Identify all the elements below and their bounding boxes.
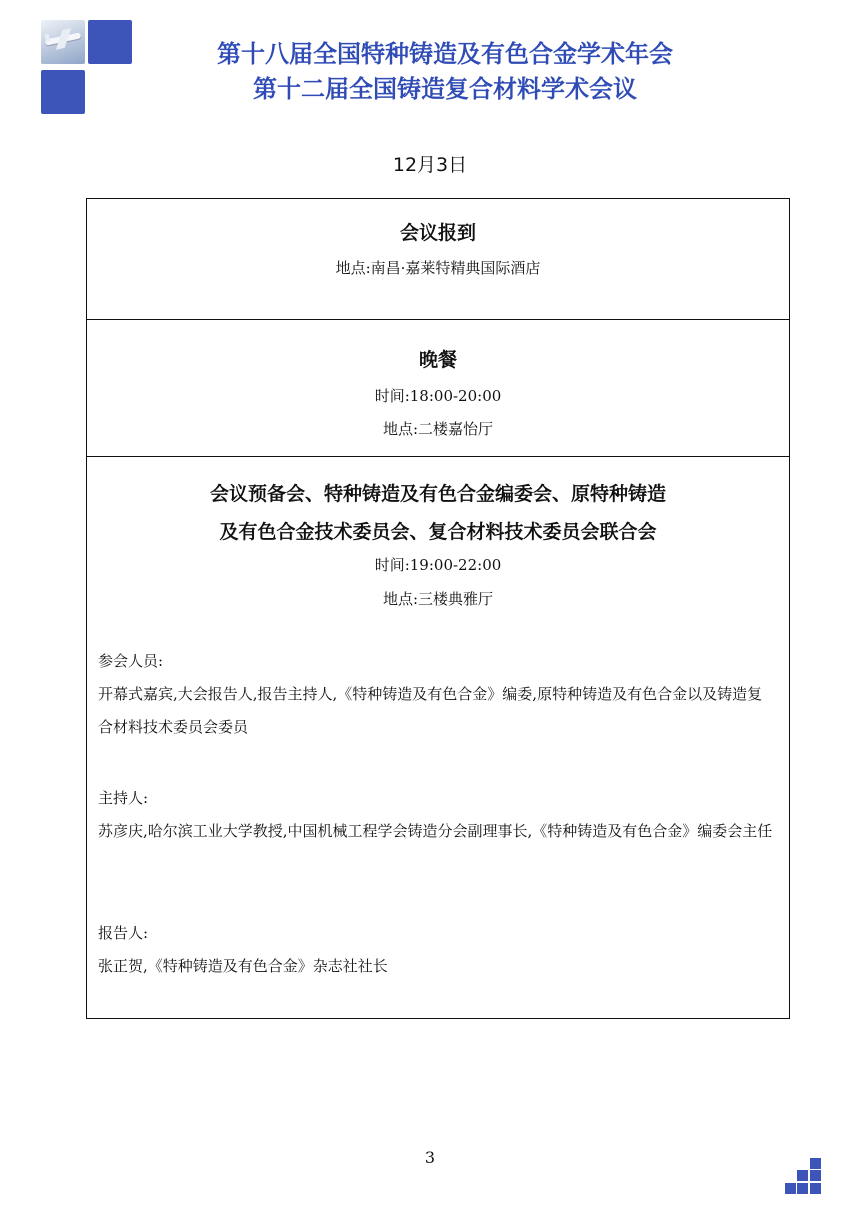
corner-decoration <box>785 1158 821 1194</box>
conference-title-line1: 第十八届全国特种铸造及有色合金学术年会 <box>217 40 673 68</box>
reporter-section <box>98 917 775 983</box>
event-time: 时间:19:00-22:00 <box>374 556 502 574</box>
host-section <box>98 782 775 848</box>
section-text: 开幕式嘉宾,大会报告人,报告主持人,《特种铸造及有色合金》编委,原特种铸造及有色合金以及铸造复合材料技术委员会委员 <box>98 685 763 736</box>
event-joint-meeting <box>87 457 789 1018</box>
section-label: 参会人员: <box>98 652 164 670</box>
logo-square <box>41 70 85 114</box>
conference-logo <box>41 20 133 116</box>
event-title <box>87 475 789 551</box>
section-text: 张正贺,《特种铸造及有色合金》杂志社社长 <box>98 957 388 975</box>
event-title-line1: 会议预备会、特种铸造及有色合金编委会、原特种铸造 <box>209 483 666 505</box>
event-time: 时间:18:00-20:00 <box>374 387 502 405</box>
airplane-icon <box>41 20 85 64</box>
schedule-table <box>86 198 790 1019</box>
event-location: 地点:南昌·嘉莱特精典国际酒店 <box>335 259 541 277</box>
section-text: 苏彦庆,哈尔滨工业大学教授,中国机械工程学会铸造分会副理事长,《特种铸造及有色合金》编委会主任 <box>98 822 773 840</box>
event-title: 晚餐 <box>418 349 457 371</box>
conference-title <box>140 37 750 107</box>
logo-square <box>88 20 132 64</box>
event-location: 地点:三楼典雅厅 <box>382 590 494 608</box>
section-label: 报告人: <box>98 924 149 942</box>
attendees-section <box>98 645 775 744</box>
schedule-date: 12月3日 <box>392 154 468 176</box>
section-label: 主持人: <box>98 789 149 807</box>
event-location: 地点:二楼嘉怡厅 <box>382 420 494 438</box>
page-number: 3 <box>424 1148 436 1167</box>
event-title-line2: 及有色合金技术委员会、复合材料技术委员会联合会 <box>219 521 657 543</box>
event-title: 会议报到 <box>399 222 476 244</box>
conference-title-line2: 第十二届全国铸造复合材料学术会议 <box>253 75 637 103</box>
